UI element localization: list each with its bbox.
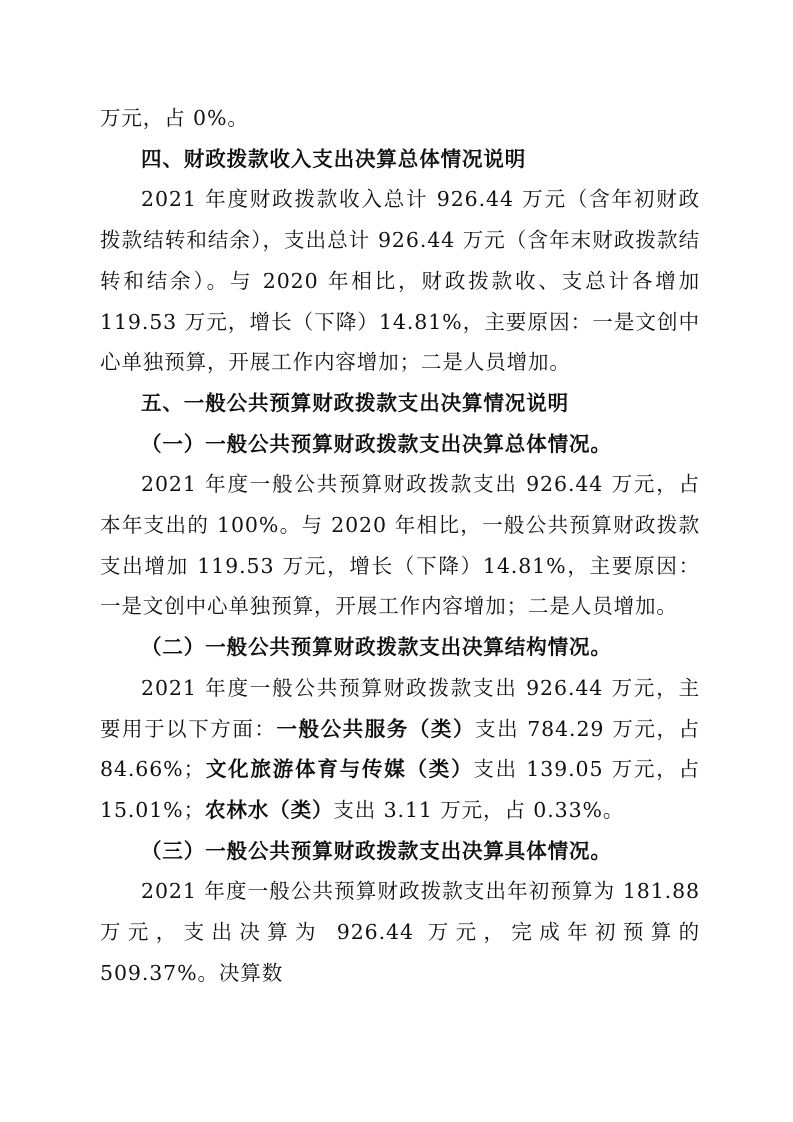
paragraph-general-budget-structure <box>100 668 700 831</box>
paragraph-fiscal-totals: 2021 年度财政拨款收入总计 926.44 万元（含年初财政拨款结转和结余），支出总计 926.44 万元（含年末财政拨款结转和结余）。与 2020 年相比，财政拨款收、支总计各增加 119.53 万元，增长（下降）14.81%，主要原因：一是文创中心单独预算，开展工作内容增加；二是人员增加。 <box>100 187 700 375</box>
paragraph-continuation: 万元，占 0%。 <box>100 106 249 130</box>
section-heading-4: 四、财政拨款收入支出决算总体情况说明 <box>141 146 527 171</box>
structure-text-4: 支出 3.11 万元，占 0.33%。 <box>333 797 625 822</box>
paragraph-general-budget-overall: 2021 年度一般公共预算财政拨款支出 926.44 万元，占本年支出的 100%。与 2020 年相比，一般公共预算财政拨款支出增加 119.53 万元，增长（下降）14.81%，主要原因：一是文创中心单独预算，开展工作内容增加；二是人员增加。 <box>100 472 700 619</box>
category-culture-tourism-sports-media: 文化旅游体育与传媒（类） <box>204 757 474 782</box>
subheading-2: （二）一般公共预算财政拨款支出决算结构情况。 <box>141 635 612 660</box>
structure-text-3: 支出 139.05 万元，占 15.01%； <box>100 757 700 822</box>
structure-text-1: 2021 年度一般公共预算财政拨款支出 926.44 万元，主要用于以下方面： <box>100 675 700 741</box>
subheading-1: （一）一般公共预算财政拨款支出决算总体情况。 <box>141 431 612 456</box>
structure-text-2: 支出 784.29 万元，占 84.66%； <box>100 716 700 782</box>
paragraph-general-budget-detail: 2021 年度一般公共预算财政拨款支出年初预算为 181.88 万元，支出决算为 926.44 万元，完成年初预算的 509.37%。决算数 <box>100 879 700 985</box>
category-agriculture-forestry-water: 农林水（类） <box>204 797 334 822</box>
document-body <box>100 98 700 993</box>
subheading-3: （三）一般公共预算财政拨款支出决算具体情况。 <box>141 838 612 863</box>
category-general-public-services: 一般公共服务（类） <box>276 716 476 741</box>
section-heading-5: 五、一般公共预算财政拨款支出决算情况说明 <box>141 390 569 415</box>
